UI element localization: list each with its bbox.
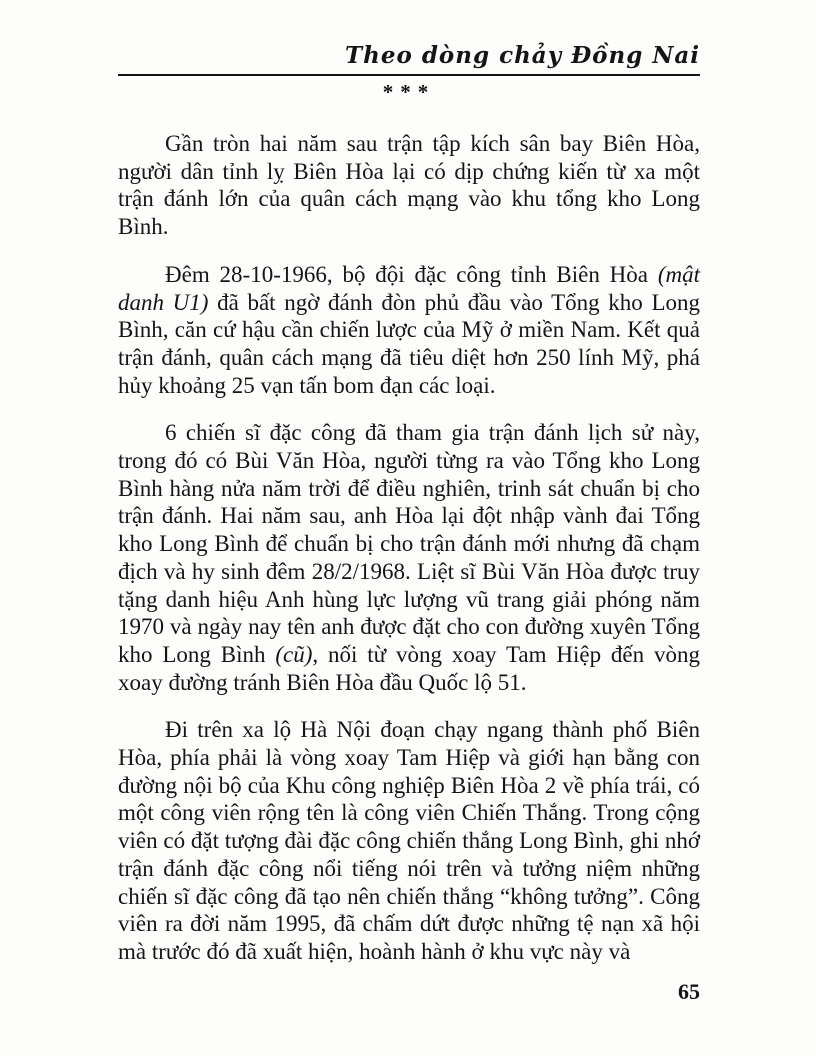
text-run: (mật danh U1) bbox=[118, 261, 700, 315]
running-header bbox=[118, 42, 700, 76]
text-run: Gần tròn hai năm sau trận tập kích sân bay Biên Hòa, người dân tỉnh lỵ Biên Hòa lại có dịp chứng kiến từ xa một trận đánh lớn của quân cách mạng vào khu tổng kho Long Bình. bbox=[118, 131, 700, 240]
running-header-title: Theo dòng chảy Đồng Nai bbox=[345, 42, 700, 69]
text-run: 6 chiến sĩ đặc công đã tham gia trận đánh lịch sử này, trong đó có Bùi Văn Hòa, người từng ra vào Tổng kho Long Bình hàng nửa năm trời để điều nghiên, trinh sát chuẩn bị cho trận đánh. Hai năm sau, anh Hòa lại đột nhập vành đai Tổng kho Long Bình để chuẩn bị cho trận đánh mới nhưng đã chạm địch và hy sinh đêm 28/2/1968. Liệt sĩ Bùi Văn Hòa được truy tặng danh hiệu Anh hùng lực lượng vũ trang giải phóng năm 1970 và ngày nay tên anh được đặt cho con đường xuyên Tổng kho Long Bình bbox=[118, 420, 700, 667]
paragraph bbox=[118, 261, 700, 400]
page-number: 65 bbox=[678, 979, 700, 1004]
paragraph bbox=[118, 130, 700, 241]
page-body bbox=[118, 130, 700, 986]
paragraph bbox=[118, 716, 700, 965]
text-run: Đi trên xa lộ Hà Nội đoạn chạy ngang thành phố Biên Hòa, phía phải là vòng xoay Tam Hiệp và giới hạn bằng con đường nội bộ của Khu công nghiệp Biên Hòa 2 về phía trái, có một công viên rộng tên là công viên Chiến Thắng. Trong cộng viên có đặt tượng đài đặc công chiến thắng Long Bình, ghi nhớ trận đánh đặc công nổi tiếng nói trên và tưởng niệm những chiến sĩ đặc công đã tạo nên chiến thắng “không tưởng”. Công viên ra đời năm 1995, đã chấm dứt được những tệ nạn xã hội mà trước đó đã xuất hiện, hoành hành ở khu vực này và bbox=[118, 717, 700, 964]
text-run: Đêm 28-10-1966, bộ đội đặc công tỉnh Biên Hòa bbox=[165, 261, 658, 287]
text-run: (cũ) bbox=[275, 641, 313, 667]
text-run: , nối từ vòng xoay Tam Hiệp đến vòng xoay đường tránh Biên Hòa đầu Quốc lộ 51. bbox=[118, 641, 701, 695]
paragraph bbox=[118, 419, 700, 696]
text-run: đã bất ngờ đánh đòn phủ đầu vào Tổng kho Long Bình, căn cứ hậu cần chiến lược của Mỹ ở miền Nam. Kết quả trận đánh, quân cách mạng đã tiêu diệt hơn 250 lính Mỹ, phá hủy khoảng 25 vạn tấn bom đạn các loại. bbox=[118, 289, 700, 398]
section-separator: *** bbox=[382, 80, 436, 104]
